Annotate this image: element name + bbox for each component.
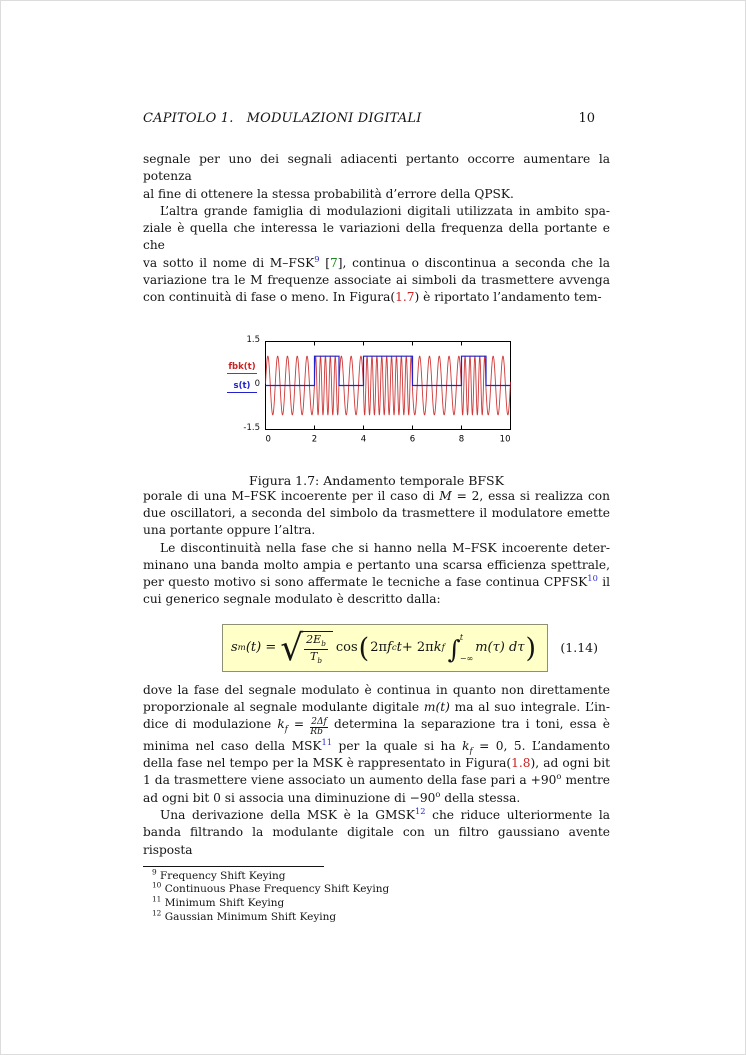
text-line xyxy=(143,557,610,574)
page-body xyxy=(143,151,610,924)
text-line xyxy=(143,151,610,186)
frac-numerator: 2E xyxy=(306,632,322,646)
legend-item: s(t) xyxy=(227,381,257,393)
text-line xyxy=(143,790,610,807)
text-run: o xyxy=(556,772,562,782)
eq-lhs: s xyxy=(231,640,238,656)
paragraph xyxy=(143,682,610,807)
text-run: ), ad ogni bit xyxy=(530,756,610,771)
text-run: banda filtrando la modulante digitale con un filtro gaussiano avente risposta xyxy=(143,825,610,857)
eq-integrand: m(τ) dτ xyxy=(475,640,525,656)
text-run: Una derivazione della MSK è la GMSK xyxy=(160,807,415,822)
text-run: due oscillatori, a seconda del simbolo da trasmettere il modulatore emette xyxy=(143,505,610,520)
sqrt-body xyxy=(300,631,333,665)
text-run: minano una banda molto ampia e pertanto una scarsa efficienza spettrale, xyxy=(143,557,610,572)
footnote-mark: 11 xyxy=(152,894,162,904)
text-run: della fase nel tempo per la MSK è rappresentato in Figura( xyxy=(143,756,512,771)
text-run: = xyxy=(287,717,311,732)
footnote-mark: 10 xyxy=(152,880,162,890)
svg-text:8: 8 xyxy=(458,434,465,445)
text-line xyxy=(143,772,610,789)
text-run: ma al suo integrale. L’in- xyxy=(449,700,610,715)
svg-text:10: 10 xyxy=(499,434,511,445)
text-run: f xyxy=(284,723,288,734)
page-number: 10 xyxy=(578,111,595,126)
body-section-1 xyxy=(143,151,610,307)
text-run: ], continua o discontinua a seconda che la xyxy=(337,255,610,270)
text-line xyxy=(143,716,610,737)
figure-legend xyxy=(227,362,261,400)
text-run: determina la separazione tra i toni, essa è xyxy=(327,717,610,732)
figure-ref-link[interactable]: 1.8 xyxy=(511,756,531,771)
text-run: per la quale si ha xyxy=(332,738,463,753)
text-line xyxy=(143,505,610,522)
text-line xyxy=(143,807,610,824)
citation-link[interactable]: 7 xyxy=(330,255,338,270)
footnote-mark: 9 xyxy=(152,867,157,877)
eq-lhs-sub: m xyxy=(237,642,246,653)
text-run: della stessa. xyxy=(440,790,521,805)
integral: ∫ t −∞ xyxy=(447,632,474,664)
eq-fraction: $\frac{2E_b}{T_b}$ xyxy=(306,632,326,665)
footnote-rule xyxy=(143,866,324,867)
footnote-list xyxy=(143,867,610,924)
text-line xyxy=(143,203,610,220)
svg-text:6: 6 xyxy=(409,434,416,445)
text-run: minima nel caso della MSK xyxy=(143,738,322,753)
footnote-text: Gaussian Minimum Shift Keying xyxy=(161,910,337,923)
equation-block xyxy=(143,624,610,672)
text-line xyxy=(143,272,610,289)
y-tick-label: -1.5 xyxy=(243,422,260,433)
text-run: k xyxy=(462,738,470,753)
text-run: k xyxy=(277,717,285,732)
equation-box: s m (t) = √ $\frac{2E_b}{T_b}$ cos ( 2π f c t + 2π k f ∫ t −∞ m(τ) dτ ) xyxy=(222,624,548,672)
footnote xyxy=(143,867,610,884)
footnote xyxy=(143,880,610,897)
text-line xyxy=(143,824,610,859)
text-run: una portante oppure l’altra. xyxy=(143,523,316,538)
footnote-text: Continuous Phase Frequency Shift Keying xyxy=(161,883,390,896)
paragraph xyxy=(143,807,610,859)
text-run: 1 da trasmettere viene associato un aumento della fase pari a +90 xyxy=(143,773,557,788)
text-run: [ xyxy=(319,255,331,270)
text-run: variazione tra le M frequenze associate ai simboli da trasmettere avvenga xyxy=(143,273,610,288)
footnote-text: Frequency Shift Keying xyxy=(156,869,286,882)
eq-cos: cos xyxy=(335,640,358,656)
text-run: porale di una M–FSK incoerente per il caso di xyxy=(143,488,440,503)
text-line xyxy=(143,255,610,272)
y-tick-label: 1.5 xyxy=(246,334,260,345)
eq-lhs-rest: (t) = xyxy=(245,640,277,656)
text-run: dove la fase del segnale modulato è continua in quanto non direttamente xyxy=(143,682,610,697)
text-run: proporzionale al segnale modulante digitale xyxy=(143,700,424,715)
svg-text:0: 0 xyxy=(265,434,271,445)
figure-bfsk xyxy=(227,323,547,445)
text-run: mentre xyxy=(561,773,610,788)
footnote-text: Minimum Shift Keying xyxy=(161,897,285,910)
paragraph xyxy=(143,540,610,609)
text-line xyxy=(143,186,610,203)
bfsk-plot xyxy=(265,341,511,445)
text-run: m(t) xyxy=(423,700,450,715)
text-line xyxy=(143,220,610,255)
paragraph xyxy=(143,203,610,307)
chapter-title: CAPITOLO 1. MODULAZIONI DIGITALI xyxy=(143,111,422,126)
text-line xyxy=(143,699,610,716)
text-line xyxy=(143,488,610,505)
legend-item: fbk(t) xyxy=(228,361,256,372)
footnote-ref-link[interactable]: 10 xyxy=(587,574,598,584)
text-run: Le discontinuità nella fase che si hanno nella M–FSK incoerente deter- xyxy=(160,540,610,555)
text-line xyxy=(143,540,610,557)
svg-text:2: 2 xyxy=(311,434,318,445)
text-line xyxy=(143,574,610,591)
text-run: ) è riportato l’andamento tem- xyxy=(414,290,602,305)
text-run: dice di modulazione xyxy=(143,717,278,732)
footnote-ref-link[interactable]: 9 xyxy=(314,254,320,264)
frac-denominator: T xyxy=(310,649,318,663)
text-run: il xyxy=(597,575,610,590)
text-run: con continuità di fase o meno. In Figura( xyxy=(143,290,396,305)
text-run: M xyxy=(439,488,452,503)
text-run: f xyxy=(469,745,473,756)
text-run: va sotto il nome di M–FSK xyxy=(143,255,315,270)
text-line xyxy=(143,755,610,772)
text-run: per questo motivo si sono affermate le tecniche a fase continua CPFSK xyxy=(143,575,588,590)
footnote xyxy=(143,908,610,925)
text-run: al fine di ottenere la stessa probabilità d’errore della QPSK. xyxy=(143,186,514,201)
text-run: = 2, essa si realizza con xyxy=(451,488,610,503)
figure-ref-link[interactable]: 1.7 xyxy=(395,290,415,305)
footnotes xyxy=(143,866,610,924)
footnote-mark: 12 xyxy=(152,908,162,918)
text-line xyxy=(143,591,610,608)
text-run: ad ogni bit 0 si associa una diminuzione di −90 xyxy=(143,790,436,805)
text-run: cui generico segnale modulato è descritto dalla: xyxy=(143,592,441,607)
body-section-2 xyxy=(143,488,610,609)
text-run: che riduce ulteriormente la xyxy=(425,807,610,822)
inline-fraction: $\frac{2\Delta f}{Rb}$ xyxy=(310,716,327,738)
figure-caption: Figura 1.7: Andamento temporale BFSK xyxy=(249,472,504,488)
footnote-ref-link[interactable]: 11 xyxy=(321,737,333,747)
svg-text:4: 4 xyxy=(360,434,367,445)
paragraph xyxy=(143,151,610,203)
text-line xyxy=(143,289,610,306)
text-run: = 0, 5. L’andamento xyxy=(472,738,610,753)
footnote-ref-link[interactable]: 12 xyxy=(414,806,426,816)
page-header xyxy=(143,111,595,126)
paragraph xyxy=(143,488,610,540)
text-run: segnale per uno dei segnali adiacenti pertanto occorre aumentare la potenza xyxy=(143,152,610,184)
text-run: ziale è quella che interessa le variazioni della frequenza della portante e che xyxy=(143,221,610,253)
text-line xyxy=(143,738,610,755)
text-run: o xyxy=(435,789,441,799)
text-run: L’altra grande famiglia di modulazioni digitali utilizzata in ambito spa- xyxy=(160,203,610,218)
text-line xyxy=(143,682,610,699)
text-line xyxy=(143,522,610,539)
footnote xyxy=(143,894,610,911)
eq-arg: 2π xyxy=(370,640,388,656)
body-section-3 xyxy=(143,682,610,859)
y-tick-label: 0 xyxy=(254,378,260,389)
equation-number: (1.14) xyxy=(560,640,598,656)
